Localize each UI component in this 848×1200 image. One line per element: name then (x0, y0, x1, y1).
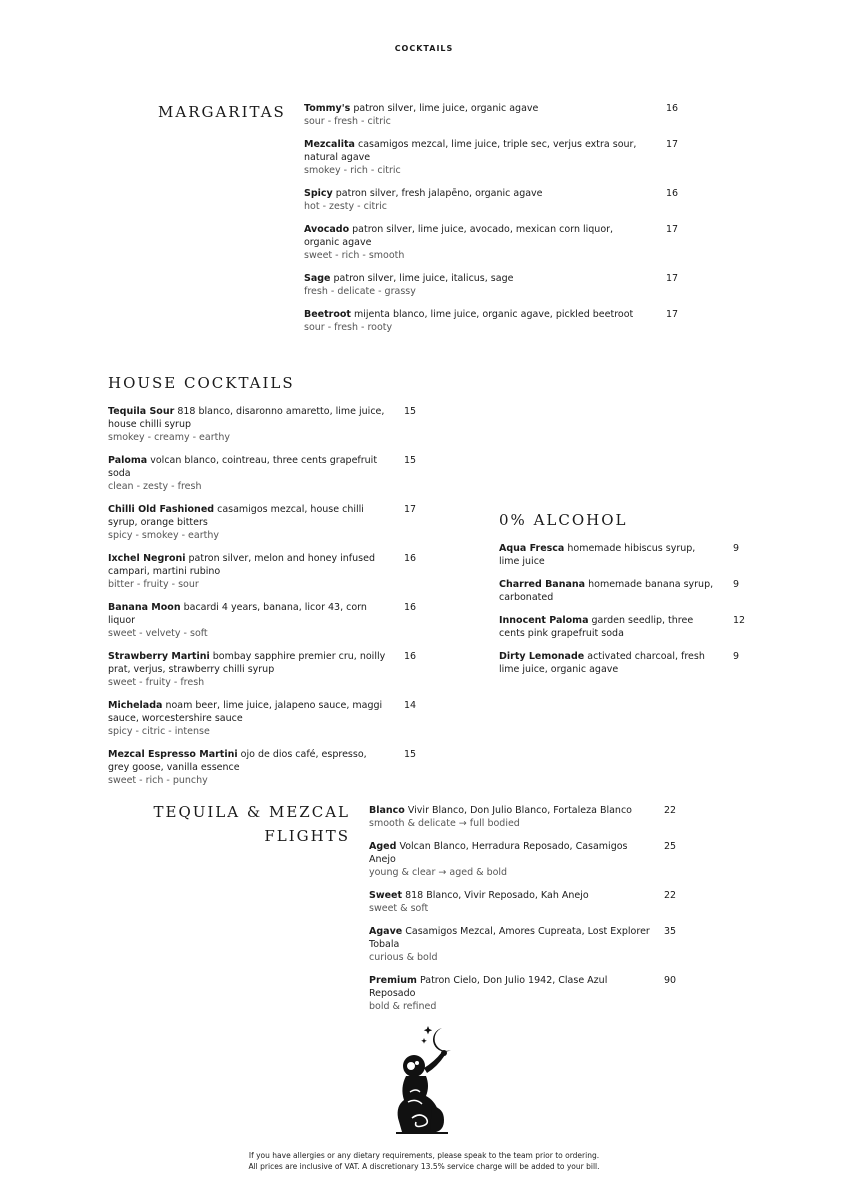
flights-list (369, 804, 689, 1023)
allergy-note: If you have allergies or any dietary requirements, please speak to the team prior to ordering. (248, 1151, 600, 1160)
menu-item-name: Innocent Paloma (499, 615, 589, 626)
menu-item-notes: sweet - rich - punchy (108, 775, 208, 786)
menu-item-ingredients: bombay sapphire premier cru, noilly prat, verjus, strawberry chilli syrup (108, 651, 386, 675)
menu-item (369, 889, 689, 915)
menu-item (108, 650, 428, 689)
menu-item-description (108, 699, 390, 725)
menu-item-description (499, 650, 717, 676)
flights-title-line2: FLIGHTS (264, 827, 350, 845)
menu-item-price: 15 (404, 455, 417, 466)
menu-item-name: Sage (304, 273, 331, 284)
menu-item-name: Ixchel Negroni (108, 553, 186, 564)
menu-item (304, 308, 694, 334)
menu-item-description (499, 614, 717, 640)
alcohol-free-list (499, 542, 749, 686)
menu-item (499, 614, 749, 640)
menu-item (108, 405, 428, 444)
menu-item (499, 650, 749, 676)
menu-item-name: Beetroot (304, 309, 351, 320)
menu-item (369, 840, 689, 879)
menu-item-price: 35 (664, 926, 677, 937)
menu-item (108, 454, 428, 493)
menu-item-ingredients: homemade hibiscus syrup, lime juice (499, 543, 696, 567)
menu-item-ingredients: garden seedlip, three cents pink grapefruit soda (499, 615, 694, 639)
menu-item-notes: smooth & delicate → full bodied (369, 818, 520, 829)
menu-item-name: Banana Moon (108, 602, 181, 613)
menu-item-name: Tequila Sour (108, 406, 175, 417)
menu-item-price: 22 (664, 890, 677, 901)
menu-item (304, 102, 694, 128)
menu-item-name: Dirty Lemonade (499, 651, 585, 662)
menu-item (304, 138, 694, 177)
menu-item-name: Sweet (369, 890, 403, 901)
menu-item-name: Mezcal Espresso Martini (108, 749, 238, 760)
menu-item-notes: bold & refined (369, 1001, 437, 1012)
menu-item-description (108, 552, 390, 578)
menu-item-price: 17 (404, 504, 417, 515)
menu-item-ingredients: patron silver, lime juice, organic agave (353, 103, 539, 114)
menu-item-notes: hot - zesty - citric (304, 201, 387, 212)
menu-item-description (304, 308, 650, 321)
menu-item-ingredients: noam beer, lime juice, jalapeno sauce, maggi sauce, worcestershire sauce (108, 700, 383, 724)
menu-item (108, 748, 428, 787)
menu-item-notes: fresh - delicate - grassy (304, 286, 416, 297)
menu-item-notes: curious & bold (369, 952, 438, 963)
menu-item-ingredients: Casamigos Mezcal, Amores Cupreata, Lost Explorer Tobala (369, 926, 650, 950)
menu-item-description (304, 272, 650, 285)
menu-item-description (369, 974, 651, 1000)
menu-item-description (108, 601, 390, 627)
menu-item-ingredients: 818 Blanco, Vivir Reposado, Kah Anejo (405, 890, 589, 901)
menu-item-description (369, 840, 651, 866)
menu-item (108, 699, 428, 738)
menu-item-notes: sour - fresh - rooty (304, 322, 393, 333)
menu-item-price: 9 (733, 579, 740, 590)
menu-item (499, 542, 749, 568)
menu-item-price: 17 (666, 139, 679, 150)
menu-item-ingredients: Patron Cielo, Don Julio 1942, Clase Azul Reposado (369, 975, 608, 999)
menu-item-ingredients: ojo de dios café, espresso, grey goose, vanilla essence (108, 749, 367, 773)
menu-item-notes: sour - fresh - citric (304, 116, 391, 127)
menu-item-name: Michelada (108, 700, 163, 711)
menu-item-price: 22 (664, 805, 677, 816)
menu-item-notes: sweet - fruity - fresh (108, 677, 205, 688)
menu-item-price: 12 (733, 615, 746, 626)
menu-item-ingredients: mijenta blanco, lime juice, organic agave, pickled beetroot (353, 309, 634, 320)
menu-item-notes: bitter - fruity - sour (108, 579, 199, 590)
menu-item (304, 272, 694, 298)
margaritas-title: MARGARITAS (158, 103, 286, 121)
menu-item-description (369, 925, 651, 951)
menu-item-ingredients: patron silver, lime juice, avocado, mexican corn liquor, organic agave (304, 224, 614, 248)
menu-item-name: Tommy's (304, 103, 351, 114)
margaritas-list (304, 102, 694, 344)
menu-item (369, 804, 689, 830)
menu-item-name: Aqua Fresca (499, 543, 565, 554)
menu-item-description (108, 454, 390, 480)
menu-item-ingredients: Volcan Blanco, Herradura Reposado, Casamigos Anejo (369, 841, 628, 865)
menu-item-notes: sweet - rich - smooth (304, 250, 405, 261)
menu-item (369, 974, 689, 1013)
menu-item-description (304, 223, 650, 249)
menu-item-description (108, 748, 390, 774)
menu-item (108, 552, 428, 591)
menu-item-description (304, 187, 650, 200)
menu-item-price: 9 (733, 543, 740, 554)
menu-item-description (108, 503, 390, 529)
alcohol-free-title: 0% ALCOHOL (499, 511, 628, 529)
menu-item-price: 90 (664, 975, 677, 986)
menu-item-name: Avocado (304, 224, 350, 235)
footer (0, 1150, 848, 1172)
menu-item-ingredients: 818 blanco, disaronno amaretto, lime juice, house chilli syrup (108, 406, 385, 430)
menu-item-name: Blanco (369, 805, 405, 816)
house-cocktails-list (108, 405, 428, 797)
menu-item (304, 223, 694, 262)
menu-item-name: Charred Banana (499, 579, 586, 590)
menu-item-name: Aged (369, 841, 397, 852)
menu-item-notes: young & clear → aged & bold (369, 867, 508, 878)
menu-item-name: Chilli Old Fashioned (108, 504, 215, 515)
menu-item-price: 16 (666, 188, 679, 199)
menu-item-name: Agave (369, 926, 403, 937)
menu-item-ingredients: bacardi 4 years, banana, licor 43, corn liquor (108, 602, 367, 626)
menu-item-description (304, 138, 650, 164)
menu-item-description (369, 889, 651, 902)
service-charge-note: All prices are inclusive of VAT. A discretionary 13.5% service charge will be added to your bill. (248, 1162, 600, 1171)
menu-item-price: 17 (666, 224, 679, 235)
menu-item-ingredients: volcan blanco, cointreau, three cents grapefruit soda (108, 455, 378, 479)
menu-item-price: 17 (666, 273, 679, 284)
flights-title (150, 800, 350, 848)
menu-item-name: Premium (369, 975, 417, 986)
menu-item-name: Paloma (108, 455, 148, 466)
menu-item-price: 15 (404, 406, 417, 417)
menu-item-ingredients: casamigos mezcal, lime juice, triple sec, verjus extra sour, natural agave (304, 139, 637, 163)
menu-item-price: 14 (404, 700, 417, 711)
menu-item-description (369, 804, 651, 817)
menu-item-ingredients: homemade banana syrup, carbonated (499, 579, 714, 603)
menu-item-name: Mezcalita (304, 139, 355, 150)
menu-item-notes: sweet & soft (369, 903, 429, 914)
page-title: COCKTAILS (394, 44, 454, 53)
menu-item-notes: sweet - velvety - soft (108, 628, 208, 639)
menu-item-description (499, 542, 717, 568)
menu-item-description (499, 578, 717, 604)
menu-item-price: 16 (404, 602, 417, 613)
menu-item-description (108, 650, 390, 676)
menu-item-price: 16 (404, 553, 417, 564)
flights-title-line1: TEQUILA & MEZCAL (153, 803, 350, 821)
menu-item-notes: clean - zesty - fresh (108, 481, 202, 492)
menu-item (499, 578, 749, 604)
menu-item-notes: smokey - creamy - earthy (108, 432, 230, 443)
menu-item (108, 601, 428, 640)
menu-item-notes: spicy - citric - intense (108, 726, 210, 737)
moon-goddess-logo-icon (380, 1022, 470, 1138)
menu-item-ingredients: patron silver, melon and honey infused campari, martini rubino (108, 553, 375, 577)
menu-item-name: Strawberry Martini (108, 651, 210, 662)
menu-item (369, 925, 689, 964)
menu-item-ingredients: patron silver, fresh jalapēno, organic agave (335, 188, 543, 199)
menu-item-description (108, 405, 390, 431)
menu-item-price: 9 (733, 651, 740, 662)
menu-item (108, 503, 428, 542)
menu-item (304, 187, 694, 213)
menu-item-price: 25 (664, 841, 677, 852)
menu-item-price: 16 (404, 651, 417, 662)
menu-item-notes: smokey - rich - citric (304, 165, 401, 176)
menu-item-ingredients: activated charcoal, fresh lime juice, organic agave (499, 651, 705, 675)
menu-item-ingredients: casamigos mezcal, house chilli syrup, orange bitters (108, 504, 364, 528)
menu-item-description (304, 102, 650, 115)
menu-item-name: Spicy (304, 188, 333, 199)
menu-item-ingredients: Vivir Blanco, Don Julio Blanco, Fortaleza Blanco (407, 805, 632, 816)
menu-item-price: 16 (666, 103, 679, 114)
menu-item-notes: spicy - smokey - earthy (108, 530, 219, 541)
house-cocktails-title: HOUSE COCKTAILS (108, 374, 295, 392)
menu-item-price: 15 (404, 749, 417, 760)
menu-item-ingredients: patron silver, lime juice, italicus, sage (333, 273, 514, 284)
menu-item-price: 17 (666, 309, 679, 320)
